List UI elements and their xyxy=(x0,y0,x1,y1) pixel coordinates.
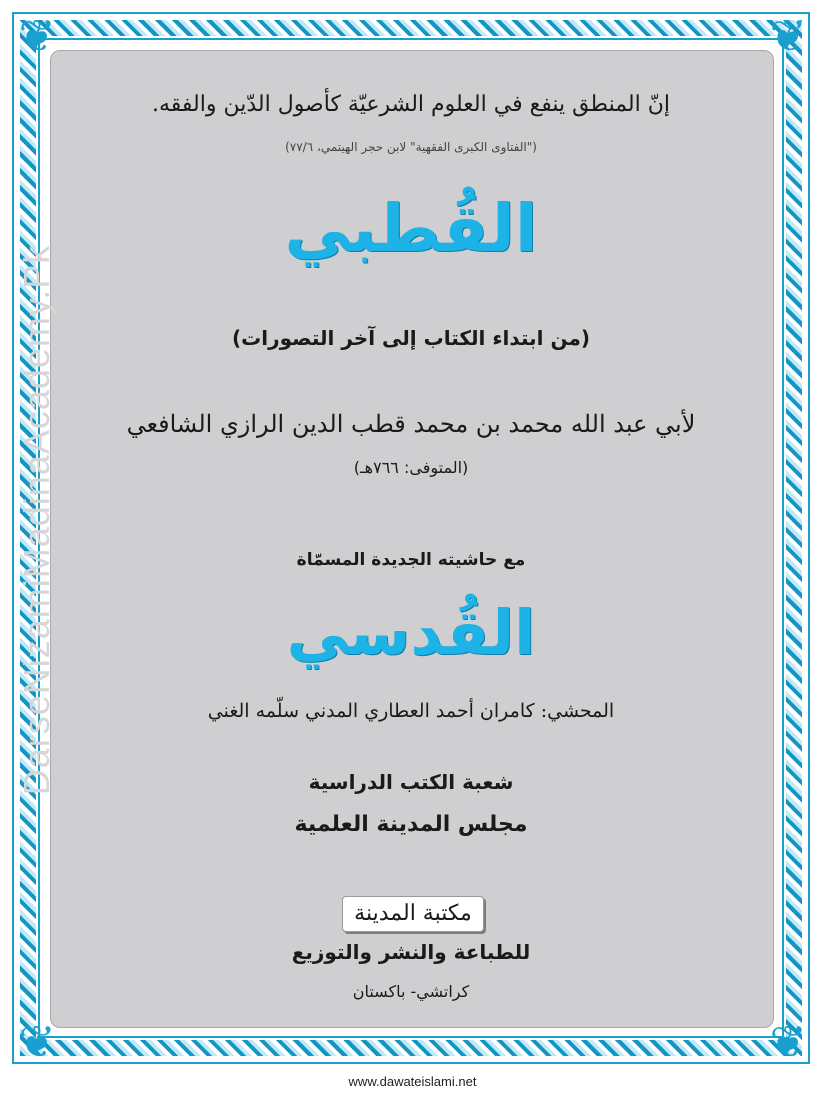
author-name: لأبي عبد الله محمد بن محمد قطب الدين الرازي الشافعي xyxy=(126,410,696,438)
book-title: القُطبي xyxy=(284,190,538,267)
department: شعبة الكتب الدراسية xyxy=(308,770,514,794)
watermark: DarseNizamiMadinaAcademy.Pk xyxy=(16,244,57,796)
epigraph: إنّ المنطق ينفع في العلوم الشرعيّة كأصول الدّين والفقه. xyxy=(152,92,670,117)
book-scope: (من ابتداء الكتاب إلى آخر التصورات) xyxy=(232,326,590,350)
epigraph-source: ("الفتاوى الكبرى الفقهية" لابن حجر الهيتمي، ٧٧/٦) xyxy=(285,140,537,154)
author-death-date: (المتوفى: ٧٦٦هـ) xyxy=(353,458,469,477)
annotator: المحشي: كامران أحمد العطاري المدني سلّمه الغني xyxy=(207,700,615,722)
council: مجلس المدينة العلمية xyxy=(294,812,528,837)
corner-ornament-icon: ❦ xyxy=(18,1017,56,1068)
corner-ornament-icon: ❦ xyxy=(18,11,56,62)
corner-ornament-icon: ❦ xyxy=(769,1017,807,1068)
publisher-line: للطباعة والنشر والتوزيع xyxy=(291,940,531,964)
hashiya-title: القُدسي xyxy=(286,596,536,669)
with-hashiya-label: مع حاشيته الجديدة المسمّاة xyxy=(296,550,526,570)
corner-ornament-icon: ❦ xyxy=(769,11,807,62)
publisher-logo: مكتبة المدينة xyxy=(342,896,484,932)
website-url[interactable]: www.dawateislami.net xyxy=(348,1074,477,1089)
publisher-city: كراتشي- باكستان xyxy=(352,982,470,1001)
